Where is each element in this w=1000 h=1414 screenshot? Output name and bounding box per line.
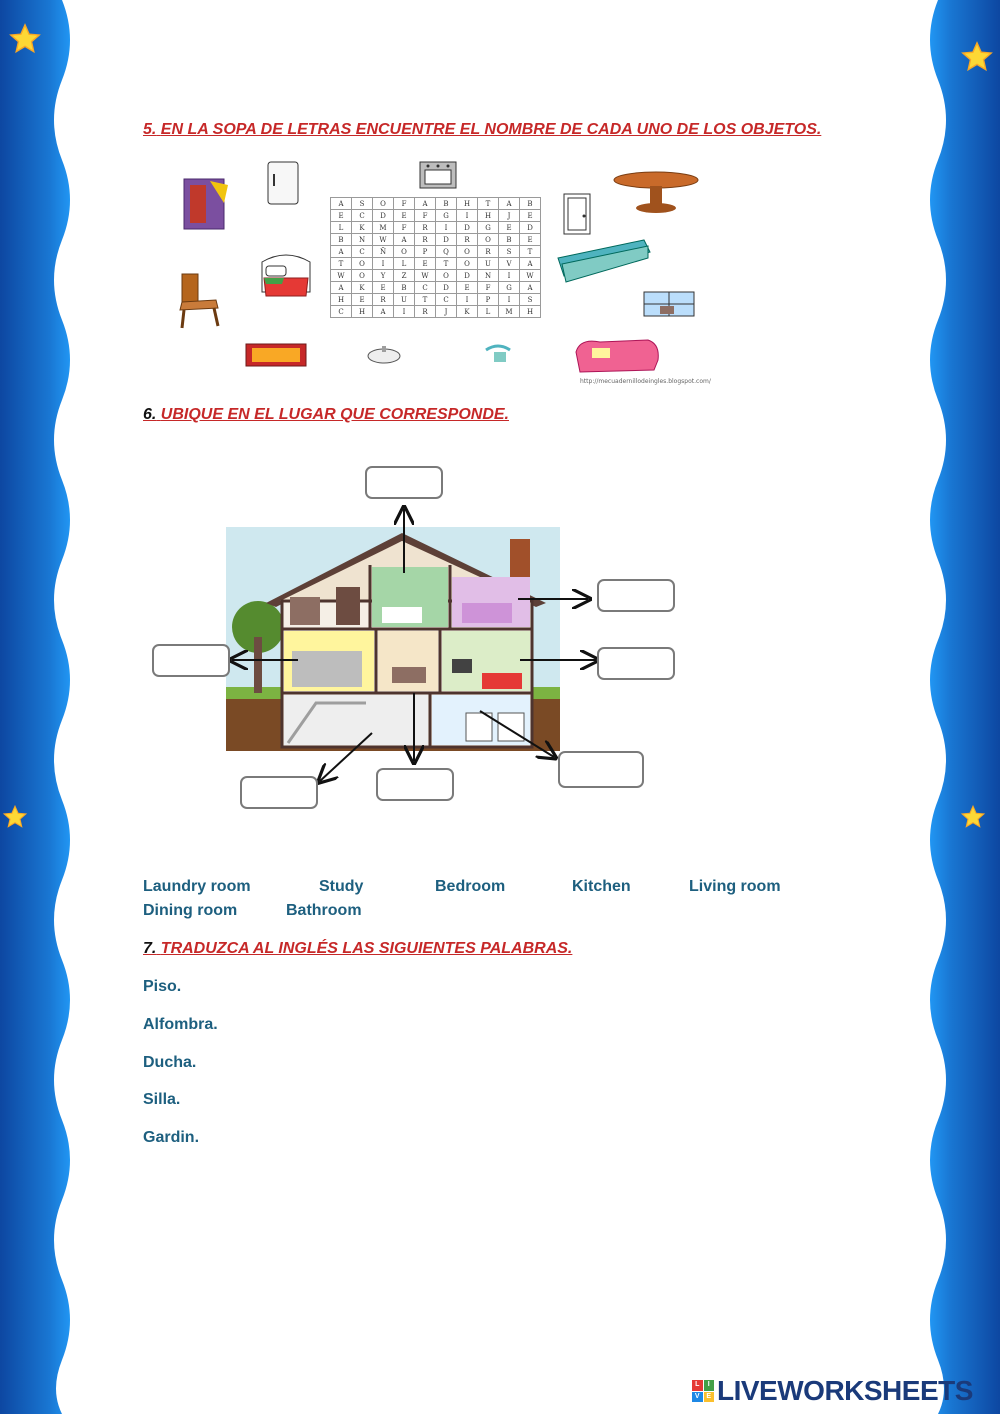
word-search-cell[interactable]: D [520,222,541,234]
sofa-icon [570,334,662,376]
word-search-cell[interactable]: O [478,234,499,246]
section-6-title: UBIQUE EN EL LUGAR QUE CORRESPONDE. [160,406,509,423]
word-search-cell[interactable]: W [331,270,352,282]
word-search-cell[interactable]: F [415,210,436,222]
word-search-cell[interactable]: T [478,198,499,210]
word-search-cell[interactable]: H [478,210,499,222]
word-search-cell[interactable]: K [457,306,478,318]
word-search-cell[interactable]: I [436,222,457,234]
word-search-cell[interactable]: N [352,234,373,246]
word-search-cell[interactable]: B [520,198,541,210]
word-search-cell[interactable]: C [352,246,373,258]
word-search-cell[interactable]: P [415,246,436,258]
wardrobe-icon [180,175,232,233]
word-search-cell[interactable]: I [457,210,478,222]
word-search-row [331,258,541,270]
word-search-row [331,198,541,210]
answer-box-bottom-left[interactable] [240,776,318,809]
word-search-cell[interactable]: B [331,234,352,246]
word-search-cell[interactable]: E [415,258,436,270]
word-search-cell[interactable]: I [373,258,394,270]
right-border-decoration [920,0,1000,1414]
word-search-cell[interactable]: I [394,306,415,318]
word-bathroom[interactable]: Bathroom [286,902,362,919]
table-icon [610,170,702,218]
word-search-cell[interactable]: O [352,258,373,270]
section-7-heading [143,940,572,958]
word-search-cell[interactable]: E [499,222,520,234]
word-search-row [331,210,541,222]
word-study[interactable]: Study [319,878,364,895]
word-search-cell[interactable]: O [457,246,478,258]
word-search-cell[interactable]: A [499,198,520,210]
word-search-cell[interactable]: G [436,210,457,222]
word-search-cell[interactable]: E [331,210,352,222]
word-search-cell[interactable]: A [520,258,541,270]
word-search-cell[interactable]: C [415,282,436,294]
word-search-cell[interactable]: K [352,282,373,294]
window-icon [642,290,696,320]
word-search-cell[interactable]: H [331,294,352,306]
section-6-heading [143,406,509,424]
word-search-cell[interactable]: O [373,198,394,210]
word-search-row [331,246,541,258]
rug-icon [244,342,308,368]
fridge-icon [264,160,304,208]
word-search-row [331,282,541,294]
word-search-cell[interactable]: F [394,198,415,210]
word-search-cell[interactable]: W [373,234,394,246]
word-search-cell[interactable]: F [478,282,499,294]
answer-box-lower-right[interactable] [558,751,644,788]
word-search-row [331,270,541,282]
word-search-cell[interactable]: I [457,294,478,306]
word-search-cell[interactable]: D [436,234,457,246]
word-search-cell[interactable]: R [457,234,478,246]
word-search-cell[interactable]: F [394,222,415,234]
word-search-cell[interactable]: R [415,222,436,234]
section-6-number: 6. [143,406,157,423]
bed-icon [256,252,316,302]
section-5-heading [143,121,821,139]
logo-mark: L I V E [692,1380,714,1402]
word-search-cell[interactable]: R [478,246,499,258]
word-search-cell[interactable]: E [352,294,373,306]
word-search-cell[interactable]: D [457,270,478,282]
word-search-cell[interactable]: Z [394,270,415,282]
word-search-cell[interactable]: H [352,306,373,318]
word-search-cell[interactable]: T [520,246,541,258]
word-search-cell[interactable]: J [436,306,457,318]
answer-box-top[interactable] [365,466,443,499]
word-search-cell[interactable]: C [436,294,457,306]
answer-box-bottom-center[interactable] [376,768,454,801]
word-search-cell[interactable]: B [436,198,457,210]
word-search-cell[interactable]: R [373,294,394,306]
word-search-cell[interactable]: A [331,198,352,210]
word-search-cell[interactable]: L [394,258,415,270]
word-search-cell[interactable]: I [499,270,520,282]
word-search-cell[interactable]: A [415,198,436,210]
word-search-cell[interactable]: Q [436,246,457,258]
word-search-cell[interactable]: M [373,222,394,234]
answer-box-left[interactable] [152,644,230,677]
translate-word-alfombra: Alfombra. [143,1016,218,1033]
word-search-cell[interactable]: E [394,210,415,222]
translate-word-silla: Silla. [143,1091,181,1108]
word-search-cell[interactable]: A [373,306,394,318]
word-search-cell[interactable]: A [331,282,352,294]
word-search-cell[interactable]: E [520,234,541,246]
word-search-cell[interactable]: E [457,282,478,294]
word-search-cell[interactable]: H [520,306,541,318]
star-icon [2,804,28,830]
translate-word-ducha: Ducha. [143,1054,197,1071]
word-search-cell[interactable]: D [373,210,394,222]
translate-word-piso: Piso. [143,978,182,995]
word-search-cell[interactable]: A [520,282,541,294]
word-search-cell[interactable]: S [499,246,520,258]
bathtub-icon [552,234,656,290]
star-icon [8,22,42,56]
word-search-cell[interactable]: U [394,294,415,306]
word-search-cell[interactable]: D [457,222,478,234]
word-search-grid [330,197,541,318]
section-7-title: TRADUZCA AL INGLÉS LAS SIGUIENTES PALABRAS. [160,940,573,957]
section-5-title: EN LA SOPA DE LETRAS ENCUENTRE EL NOMBRE DE CADA UNO DE LOS OBJETOS. [160,121,822,138]
word-search-cell[interactable]: S [352,198,373,210]
word-search-cell[interactable]: L [478,306,499,318]
source-credit: http://mecuadernillodeingles.blogspot.com/ [580,378,711,385]
word-search-row [331,222,541,234]
word-search-cell[interactable]: C [352,210,373,222]
word-search-cell[interactable]: T [331,258,352,270]
answer-box-upper-right[interactable] [597,579,675,612]
translate-word-gardin: Gardin. [143,1129,200,1146]
logo-text: LIVEWORKSHEETS [717,1375,973,1406]
word-search-cell[interactable]: H [457,198,478,210]
word-search-cell[interactable]: W [520,270,541,282]
word-search-row [331,234,541,246]
star-icon [960,804,986,830]
shower-icon [482,342,516,368]
word-search-cell[interactable]: M [499,306,520,318]
word-search-cell[interactable]: C [331,306,352,318]
word-search-cell[interactable]: B [499,234,520,246]
word-search-cell[interactable]: E [373,282,394,294]
word-search-cell[interactable]: N [478,270,499,282]
answer-box-middle-right[interactable] [597,647,675,680]
word-search-row [331,306,541,318]
word-search-cell[interactable]: D [436,282,457,294]
word-search-cell[interactable]: J [499,210,520,222]
word-search-cell[interactable]: R [415,306,436,318]
word-search-cell[interactable]: K [352,222,373,234]
word-search-cell[interactable]: S [520,294,541,306]
word-dining-room[interactable]: Dining room [143,902,238,919]
word-search-cell[interactable]: A [331,246,352,258]
word-search-cell[interactable]: O [457,258,478,270]
word-search-cell[interactable]: O [352,270,373,282]
word-search-cell[interactable]: L [331,222,352,234]
word-search-cell[interactable]: Y [373,270,394,282]
word-search-cell[interactable]: U [478,258,499,270]
word-search-cell[interactable]: I [499,294,520,306]
word-search-cell[interactable]: W [415,270,436,282]
word-laundry-room[interactable]: Laundry room [143,878,251,895]
liveworksheets-logo [692,1376,973,1406]
word-search-cell[interactable]: V [499,258,520,270]
word-bedroom[interactable]: Bedroom [435,878,506,895]
left-border-decoration [0,0,80,1414]
word-search-cell[interactable]: E [520,210,541,222]
sink-icon [364,344,404,368]
word-search-cell[interactable]: O [436,270,457,282]
star-icon [960,40,994,74]
word-search-cell[interactable]: P [478,294,499,306]
stove-icon [416,158,462,192]
word-search-cell[interactable]: T [415,294,436,306]
word-search-cell[interactable]: Ñ [373,246,394,258]
word-search-cell[interactable]: A [394,234,415,246]
word-kitchen[interactable]: Kitchen [572,878,631,895]
chair-icon [172,270,228,330]
word-living-room[interactable]: Living room [689,878,781,895]
word-search-row [331,294,541,306]
word-search-cell[interactable]: B [394,282,415,294]
section-5-number: 5. [143,121,157,138]
word-search-cell[interactable]: O [394,246,415,258]
word-search-cell[interactable]: G [478,222,499,234]
word-search-cell[interactable]: R [415,234,436,246]
word-search-cell[interactable]: G [499,282,520,294]
door-icon [558,192,598,238]
section-7-number: 7. [143,940,157,957]
word-search-cell[interactable]: T [436,258,457,270]
